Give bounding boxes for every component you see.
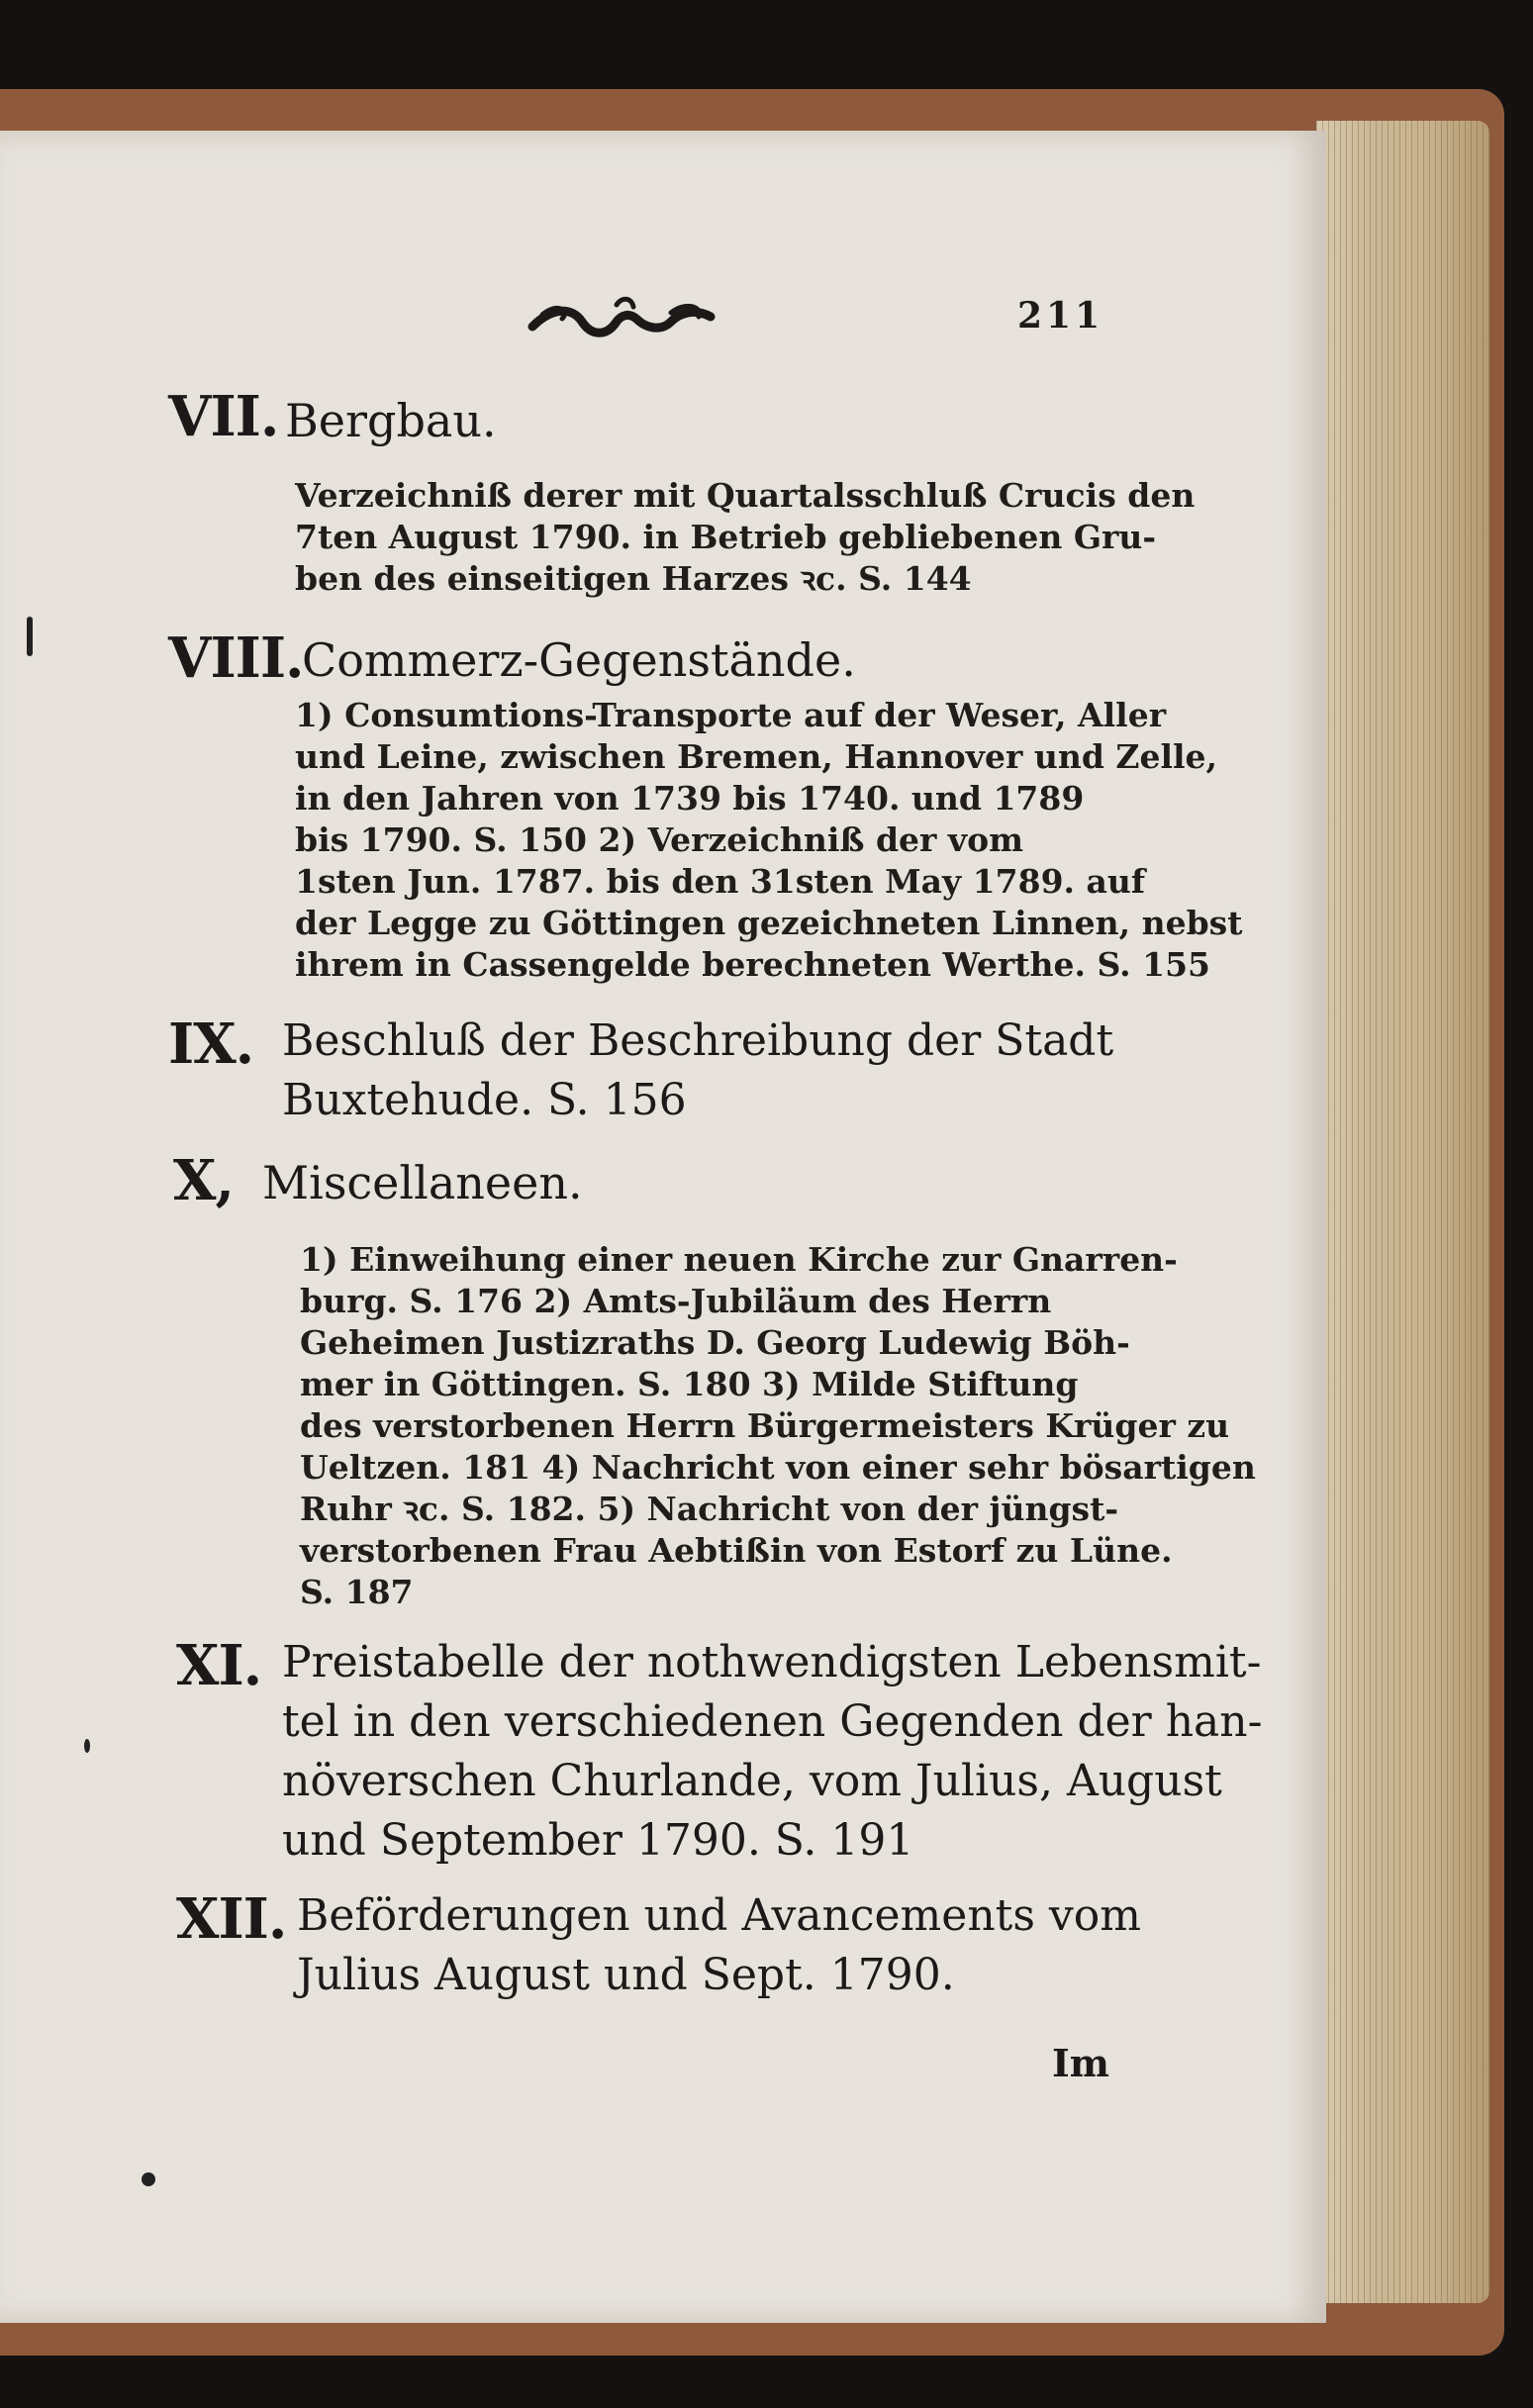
title-line: Buxtehude. S. 156 [282,1075,687,1125]
text-line: 1sten Jun. 1787. bis den 31sten May 1789. auf [295,862,1146,901]
section-xi-title [282,1633,1263,1871]
title-line: und September 1790. S. 191 [282,1815,914,1866]
text-line: in den Jahren von 1739 bis 1740. und 1789 [295,779,1085,818]
text-line: des verstorbenen Herrn Bürgermeisters Krüger zu [300,1406,1230,1445]
ink-speck [84,1739,90,1753]
text-line: 7ten August 1790. in Betrieb gebliebenen Gru- [295,518,1157,556]
page-edges [1316,121,1489,2303]
section-vii-title: Bergbau. [285,394,497,447]
section-xii-numeral: XII. [176,1886,287,1952]
text-line: verstorbenen Frau Aebtißin von Estorf zu Lüne. [300,1531,1173,1570]
section-ix-numeral: IX. [168,1011,254,1077]
title-line: Preistabelle der nothwendigsten Lebensmit- [282,1637,1262,1687]
text-line: bis 1790. S. 150 2) Verzeichniß der vom [295,820,1024,859]
text-line: ben des einseitigen Harzes ꝛc. S. 144 [295,559,972,598]
text-line: Ueltzen. 181 4) Nachricht von einer sehr bösartigen [300,1448,1256,1487]
text-line: burg. S. 176 2) Amts-Jubiläum des Herrn [300,1282,1052,1320]
text-line: Geheimen Justizraths D. Georg Ludewig Böh- [300,1323,1130,1362]
section-x-title: Miscellaneen. [262,1156,583,1209]
text-line: mer in Göttingen. S. 180 3) Milde Stiftung [300,1365,1079,1403]
title-line: Beförderungen und Avancements vom [297,1890,1141,1941]
ornament-icon [523,287,720,356]
text-line: 1) Consumtions-Transporte auf der Weser, Aller [295,696,1167,734]
title-line: Beschluß der Beschreibung der Stadt [282,1015,1114,1066]
text-line: Verzeichniß derer mit Quartalsschluß Crucis den [295,476,1196,515]
section-x-numeral: X, [173,1148,234,1213]
ink-speck [27,617,33,656]
page-number: 211 [1017,295,1104,337]
text-line: Ruhr ꝛc. S. 182. 5) Nachricht von der jüngst- [300,1490,1119,1528]
title-line: tel in den verschiedenen Gegenden der han- [282,1696,1263,1747]
text-line: ihrem in Cassengelde berechneten Werthe. S. 155 [295,945,1211,984]
ink-speck [142,2172,155,2186]
section-ix-title [282,1011,1113,1130]
text-line: 1) Einweihung einer neuen Kirche zur Gnarren- [300,1240,1178,1279]
title-line: Julius August und Sept. 1790. [297,1950,955,2000]
catchword: Im [1052,2041,1109,2085]
text-line: und Leine, zwischen Bremen, Hannover und Zelle, [295,737,1218,776]
section-viii-numeral: VIII. [168,626,304,691]
section-vii-text [295,475,1196,600]
section-viii-text [295,695,1243,986]
title-line: növerschen Churlande, vom Julius, August [282,1756,1222,1806]
text-line: der Legge zu Göttingen gezeichneten Linnen, nebst [295,904,1243,942]
section-x-text [300,1239,1256,1613]
section-xi-numeral: XI. [176,1633,262,1698]
text-line: S. 187 [300,1573,414,1611]
section-viii-title: Commerz-Gegenstände. [302,633,856,687]
section-vii-numeral: VII. [168,384,279,449]
section-xii-title [297,1886,1141,2005]
